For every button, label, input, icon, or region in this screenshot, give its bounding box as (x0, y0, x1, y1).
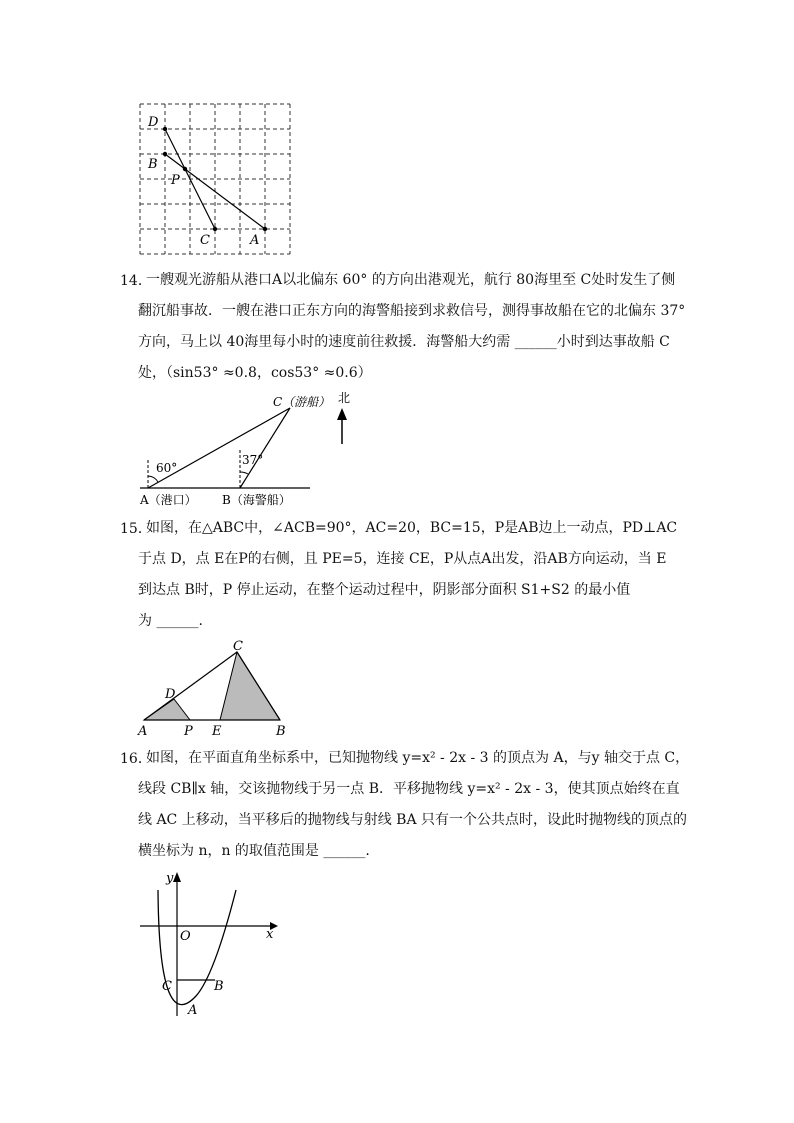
q16-line-2: 线段 CB∥x 轴，交该抛物线于另一点 B．平移抛物线 y=x² - 2x - 3，使其顶点始终在直 (138, 781, 680, 797)
label-b: B (276, 724, 286, 739)
q15-line-3: 到达点 B时，P 停止运动，在整个运动过程中，阴影部分面积 S1+S2 的最小值 (138, 582, 631, 598)
label-a-port: A（港口） (140, 493, 197, 507)
q16-number: 16． (120, 751, 152, 767)
label-b: B (214, 979, 224, 994)
label-x: x (266, 927, 274, 942)
label-a: A (250, 233, 260, 248)
q14-figure (130, 388, 380, 508)
point-b (163, 152, 167, 156)
label-north: 北 (338, 391, 351, 405)
shaded-region-s2 (220, 652, 280, 720)
label-o: O (180, 929, 191, 944)
segment-ac (148, 408, 290, 488)
label-c-ship: C（游船） (273, 395, 331, 409)
q16-figure (130, 866, 290, 1026)
q14-line-2: 翻沉船事故．一艘在港口正东方向的海警船接到求救信号，测得事故船在它的北偏东 37° (138, 303, 686, 319)
q15-line-4: 为 ______. (138, 613, 203, 629)
label-a: A (138, 724, 148, 739)
angle-arc-37 (240, 472, 248, 474)
label-b-patrol: B（海警船） (222, 493, 291, 507)
label-c: C (200, 233, 210, 248)
q14-number: 14． (120, 273, 152, 289)
label-c: C (233, 640, 243, 654)
q15-line-1: 如图，在△ABC中，∠ACB=90°，AC=20，BC=15，P是AB边上一动点，PD⊥AC (146, 520, 678, 536)
q14-line-3: 方向，马上以 40海里每小时的速度前往救援．海警船大约需 ______小时到达事故船 C (138, 334, 670, 350)
north-arrow-icon (337, 408, 347, 420)
segment-bc (240, 408, 290, 488)
q15-number: 15． (120, 521, 152, 537)
point-a (263, 227, 267, 231)
label-p: P (184, 724, 193, 739)
shaded-region-s1 (144, 699, 190, 720)
label-d: D (165, 687, 176, 702)
label-angle-37: 37° (242, 453, 264, 467)
label-a: A (188, 1003, 198, 1018)
label-y: y (166, 871, 174, 886)
angle-arc-60 (148, 476, 158, 482)
q16-line-1: 如图，在平面直角坐标系中，已知抛物线 y=x² - 2x - 3 的顶点为 A，与y 轴交于点 C， (146, 750, 690, 766)
grid-lines (140, 104, 290, 254)
label-d: D (148, 115, 159, 130)
point-p (183, 167, 187, 171)
q14-line-4: 处，（sin53° ≈0.8，cos53° ≈0.6） (138, 365, 372, 381)
q13-grid-figure (130, 100, 300, 260)
q16-line-3: 线 AC 上移动，当平移后的抛物线与射线 BA 只有一个公共点时，设此时抛物线的顶点的 (138, 812, 688, 828)
label-angle-60: 60° (156, 461, 178, 475)
label-b: B (148, 157, 158, 172)
point-c (213, 227, 217, 231)
q14-line-1: 一艘观光游船从港口A以北偏东 60° 的方向出港观光，航行 80海里至 C处时发生了侧 (146, 272, 676, 288)
y-axis-arrow-icon (173, 872, 181, 882)
point-d (163, 127, 167, 131)
q16-line-4: 横坐标为 n，n 的取值范围是 ______. (138, 843, 370, 859)
label-p: P (171, 173, 180, 188)
q15-line-2: 于点 D，点 E在P的右侧，且 PE=5，连接 CE，P从点A出发，沿AB方向运动，当 E (138, 551, 667, 567)
q15-figure (130, 640, 300, 740)
label-c: C (162, 979, 172, 994)
label-e: E (212, 724, 222, 739)
